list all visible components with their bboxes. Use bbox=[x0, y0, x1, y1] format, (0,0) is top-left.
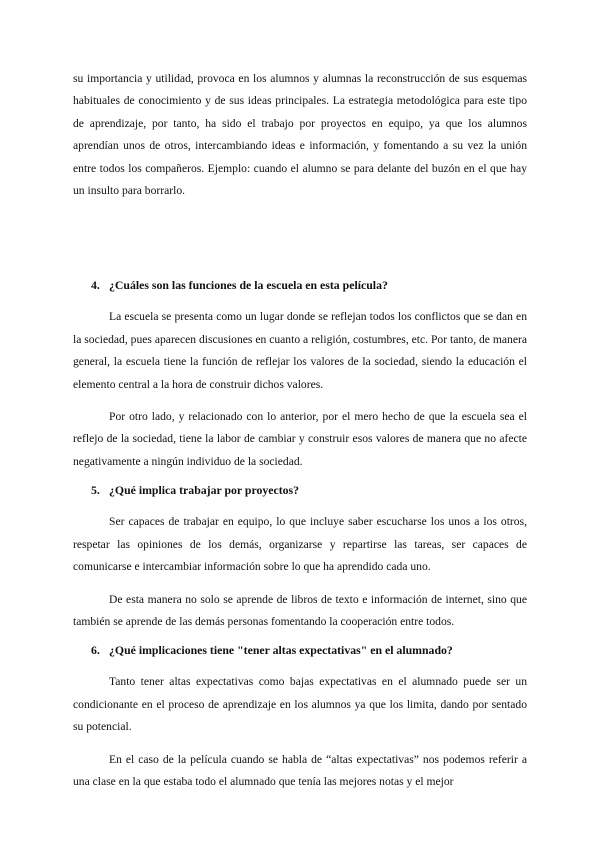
section-5-number: 5. bbox=[91, 483, 100, 498]
section-6-number: 6. bbox=[91, 643, 100, 658]
section-4-paragraph-2: Por otro lado, y relacionado con lo anterior, por el mero hecho de que la escuela sea el reflejo de la sociedad, tiene la labor de cambiar y construir esos valores de manera que no afecte negativamente a ningún individuo de la sociedad. bbox=[73, 410, 527, 468]
section-5-title: ¿Qué implica trabajar por proyectos? bbox=[109, 483, 300, 498]
section-4-number: 4. bbox=[91, 278, 100, 293]
section-6-paragraph-1: Tanto tener altas expectativas como bajas expectativas en el alumnado puede ser un condicionante en el proceso de aprendizaje en los alumnos ya que los limita, dando por sentado su potencial. bbox=[73, 675, 527, 734]
section-5-paragraph-1: Ser capaces de trabajar en equipo, lo que incluye saber escucharse los unos a los otros, respetar las opiniones de los demás, organizarse y repartirse las tareas, ser capaces de comunicarse e intercambiar información sobre lo que ha aprendido cada uno. bbox=[73, 515, 527, 574]
section-6-heading bbox=[73, 639, 527, 661]
section-4-title: ¿Cuáles son las funciones de la escuela en esta película? bbox=[109, 278, 388, 293]
section-6-title: ¿Qué implicaciones tiene "tener altas expectativas" en el alumnado? bbox=[109, 643, 453, 658]
section-gap bbox=[73, 202, 527, 268]
section-6-paragraph-2: En el caso de la película cuando se habla de “altas expectativas” nos podemos referir a una clase en la que estaba todo el alumnado que tenía las mejores notas y el mejor bbox=[73, 752, 527, 788]
section-5-paragraph-2: De esta manera no solo se aprende de libros de texto e información de internet, sino que también se aprende de las demás personas fomentando la cooperación entre todos. bbox=[73, 592, 527, 628]
document-content bbox=[73, 68, 527, 793]
intro-paragraph: su importancia y utilidad, provoca en los alumnos y alumnas la reconstrucción de sus esquemas habituales de conocimiento y de sus ideas principales. La estrategia metodológica para este tipo de aprendizaje, por tanto, ha sido el trabajo por proyectos en equipo, ya que los alumnos aprendían unos de otros, intercambiando ideas e información, y fomentando a su vez la unión entre todos los compañeros. Ejemplo: cuando el alumno se para delante del buzón en el que hay un insulto para borrarlo. bbox=[73, 72, 527, 198]
section-4-paragraph-1: La escuela se presenta como un lugar donde se reflejan todos los conflictos que se dan en la sociedad, pues aparecen discusiones en cuanto a religión, costumbres, etc. Por tanto, de manera general, la escuela tiene la función de reflejar los valores de la sociedad, siendo la educación el elemento central a la hora de construir dichos valores. bbox=[73, 310, 527, 391]
section-4-heading bbox=[73, 274, 527, 296]
section-5-heading bbox=[73, 479, 527, 501]
